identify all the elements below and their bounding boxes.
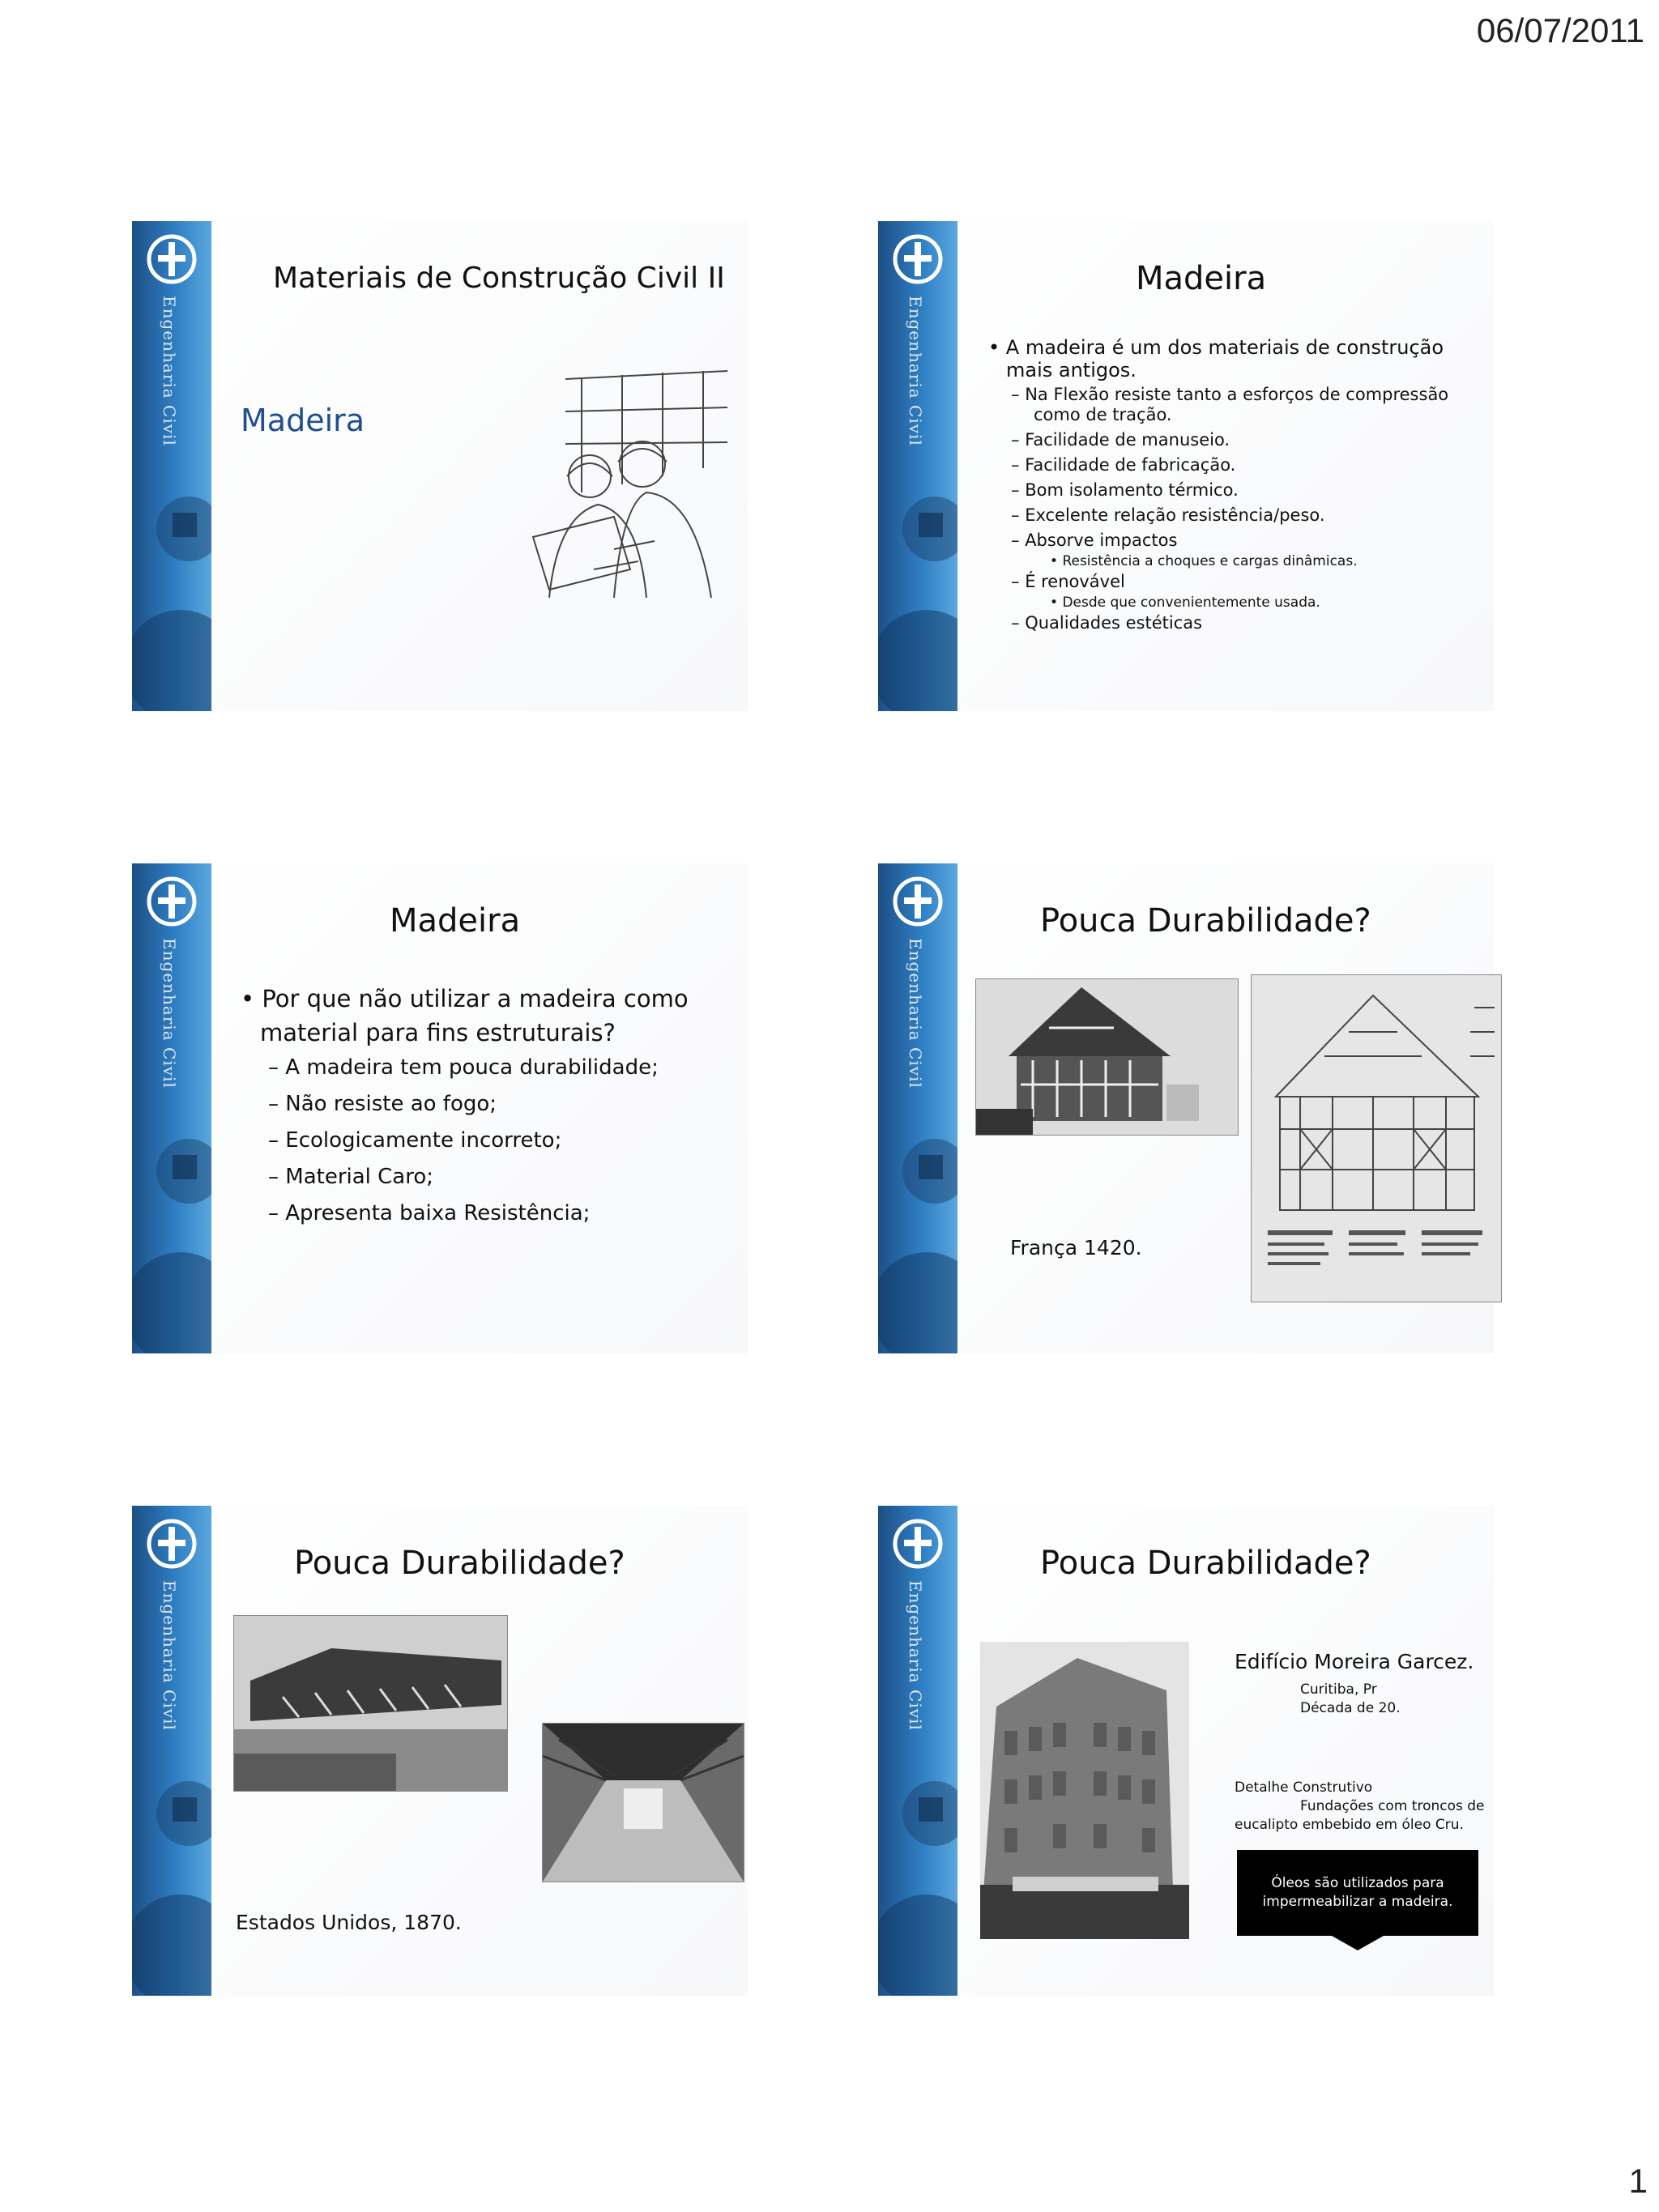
list-item: – Absorve impactos: [1011, 531, 1178, 550]
slide-title: Pouca Durabilidade?: [1040, 1545, 1371, 1582]
slide-4: [878, 863, 1494, 1353]
building-decade: Década de 20.: [1300, 1700, 1401, 1716]
slide-title: Pouca Durabilidade?: [294, 1545, 625, 1582]
list-item: – Não resiste ao fogo;: [268, 1092, 497, 1116]
list-item: – Facilidade de fabricação.: [1011, 455, 1236, 475]
band-decoration: [878, 1106, 957, 1353]
list-item: • Por que não utilizar a madeira como material para fins estruturais?: [241, 985, 689, 1046]
slide-side-band: [132, 1506, 211, 1996]
university-logo-icon: [143, 231, 200, 288]
slide-1: [132, 221, 748, 711]
slide-caption: Estados Unidos, 1870.: [236, 1911, 462, 1934]
slide-side-band: [878, 1506, 957, 1996]
band-decoration: [132, 464, 211, 711]
slide-title: Madeira: [1136, 260, 1267, 297]
list-item: – Ecologicamente incorreto;: [268, 1128, 562, 1153]
callout-arrow: [1332, 1936, 1384, 1950]
list-item: • Resistência a choques e cargas dinâmicas.: [1050, 553, 1358, 569]
slide-side-band: [878, 221, 957, 711]
bridge-interior-photo: [542, 1723, 744, 1882]
building-location: Curitiba, Pr: [1300, 1681, 1377, 1698]
band-label: Engenharia Civil: [906, 296, 925, 446]
band-label: Engenharia Civil: [906, 938, 925, 1089]
slide-side-band: [878, 863, 957, 1353]
callout-text: Óleos são utilizados para impermeabilizar a madeira.: [1262, 1875, 1453, 1910]
slide-caption: França 1420.: [1010, 1236, 1142, 1259]
list-item: • Desde que convenientemente usada.: [1050, 595, 1320, 611]
print-date: 06/07/2011: [1476, 11, 1644, 49]
slide-title: Materiais de Construção Civil II: [273, 262, 725, 295]
slide-side-band: [132, 221, 211, 711]
list-item: – Bom isolamento térmico.: [1011, 480, 1239, 500]
slide-2: [878, 221, 1494, 711]
engineer-drawing: [517, 363, 736, 602]
slide-subtitle: Madeira: [241, 403, 365, 438]
band-label: Engenharia Civil: [160, 938, 179, 1089]
list-item: – Na Flexão resiste tanto a esforços de compressão como de tração.: [1011, 385, 1449, 424]
band-decoration: [878, 464, 957, 711]
list-item: – Apresenta baixa Resistência;: [268, 1201, 591, 1225]
university-logo-icon: [143, 1515, 200, 1572]
bullet-list: [982, 336, 1476, 633]
timber-frame-diagram: [1251, 974, 1502, 1302]
slide-3: [132, 863, 748, 1353]
bullet-list: [234, 982, 720, 1232]
detail-line-2: eucalipto embebido em óleo Cru.: [1235, 1817, 1464, 1833]
list-item: – É renovável: [1011, 572, 1125, 591]
slide-title: Pouca Durabilidade?: [1040, 902, 1371, 940]
university-logo-icon: [889, 1515, 946, 1572]
building-photo: [980, 1642, 1189, 1939]
slide-5: [132, 1506, 748, 1996]
band-label: Engenharia Civil: [906, 1580, 925, 1731]
university-logo-icon: [889, 873, 946, 930]
band-label: Engenharia Civil: [160, 296, 179, 446]
band-decoration: [132, 1106, 211, 1353]
building-name: Edifício Moreira Garcez.: [1235, 1650, 1474, 1673]
band-decoration: [878, 1749, 957, 1996]
detail-label: Detalhe Construtivo: [1235, 1779, 1373, 1796]
detail-line-1: Fundações com troncos de: [1300, 1798, 1485, 1814]
slide-side-band: [132, 863, 211, 1353]
page-number: 1: [1628, 2162, 1648, 2200]
band-decoration: [132, 1749, 211, 1996]
timber-house-photo: [975, 978, 1239, 1136]
list-item: – Material Caro;: [268, 1165, 434, 1189]
covered-bridge-photo: [233, 1615, 508, 1792]
band-label: Engenharia Civil: [160, 1580, 179, 1731]
university-logo-icon: [143, 873, 200, 930]
university-logo-icon: [889, 231, 946, 288]
list-item: • A madeira é um dos materiais de construção mais antigos.: [988, 336, 1444, 381]
list-item: – Facilidade de manuseio.: [1011, 430, 1230, 450]
list-item: – Qualidades estéticas: [1011, 613, 1203, 633]
slide-title: Madeira: [390, 902, 521, 940]
list-item: – A madeira tem pouca durabilidade;: [268, 1055, 659, 1080]
callout-box: [1237, 1850, 1478, 1936]
list-item: – Excelente relação resistência/peso.: [1011, 505, 1325, 525]
slide-6: [878, 1506, 1494, 1996]
